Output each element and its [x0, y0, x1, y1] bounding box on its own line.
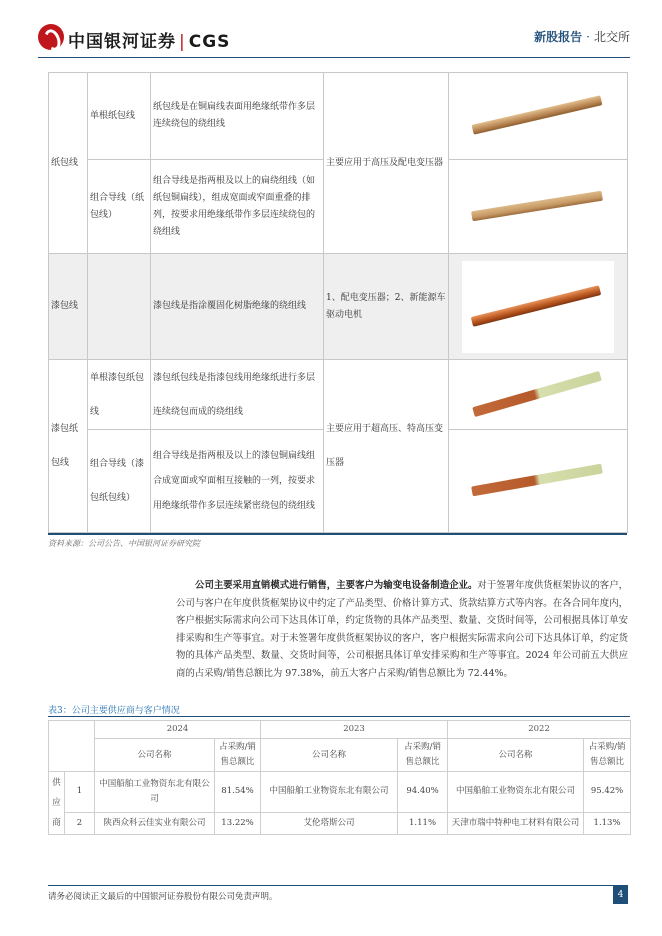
image-cell — [449, 160, 628, 254]
col-share: 占采购/销售总额比 — [398, 739, 448, 772]
copper-strip-graphic — [471, 285, 601, 327]
footer-rule — [48, 885, 628, 886]
description-cell: 组合导线是指两根及以上的漆包铜扁线组合成宽面或窄面相互接触的一列，按要求用绝缘纸带作多层连续紧密绕包的绕组线 — [151, 430, 324, 533]
corner-cell — [49, 721, 95, 772]
application-cell: 1、配电变压器；2、新能源车驱动电机 — [324, 254, 449, 360]
header-rule — [38, 57, 630, 58]
enameled-wire-image — [462, 261, 614, 353]
company-cell: 天津市瑞中特种电工材料有限公司 — [448, 812, 584, 834]
subtype-cell — [88, 254, 151, 360]
table-row — [49, 73, 628, 160]
image-cell — [449, 254, 628, 360]
company-cell: 中国船舶工业物资东北有限公司 — [95, 772, 215, 813]
header-dot: · — [586, 30, 590, 44]
share-cell: 81.54% — [215, 772, 261, 813]
exchange-name: 北交所 — [593, 30, 630, 44]
share-cell: 1.11% — [398, 812, 448, 834]
combined-enameled-conductor-image — [463, 449, 613, 513]
enameled-paper-wire-image — [463, 363, 613, 427]
footer-disclaimer: 请务必阅读正文最后的中国银河证券股份有限公司免责声明。 — [48, 892, 278, 902]
category-cell: 纸包线 — [49, 73, 88, 254]
col-share: 占采购/销售总额比 — [584, 739, 631, 772]
copper-strip-graphic — [472, 371, 602, 417]
year-header-row — [49, 721, 631, 739]
company-cell: 中国船舶工业物资东北有限公司 — [448, 772, 584, 813]
image-cell — [449, 360, 628, 430]
column-header-row — [49, 739, 631, 772]
image-cell — [449, 73, 628, 160]
application-cell: 主要应用于超高压、特高压变压器 — [324, 360, 449, 533]
share-cell: 94.40% — [398, 772, 448, 813]
category-cell: 漆包纸包线 — [49, 360, 88, 533]
logo-brand-abbr: CGS — [188, 32, 231, 52]
report-type: 新股报告 — [534, 30, 583, 44]
share-cell: 95.42% — [584, 772, 631, 813]
description-cell: 纸包线是在铜扁线表面用绝缘纸带作多层连续绕包的绕组线 — [151, 73, 324, 160]
col-company: 公司名称 — [448, 739, 584, 772]
combined-paper-conductor-image — [463, 175, 613, 239]
category-cell: 漆包线 — [49, 254, 88, 360]
cgs-logo-icon — [38, 24, 64, 50]
copper-strip-graphic — [471, 464, 603, 497]
share-cell: 1.13% — [584, 812, 631, 834]
copper-strip-graphic — [472, 95, 603, 134]
supplier-table — [48, 720, 631, 835]
subtype-cell: 组合导线（漆包纸包线） — [88, 430, 151, 533]
report-header-label — [534, 28, 630, 45]
rank-cell: 1 — [65, 772, 95, 813]
paragraph-lead: 公司主要采用直销模式进行销售，主要客户为输变电设备制造企业。 — [195, 580, 478, 591]
table-bottom-rule — [48, 533, 627, 535]
subtype-cell: 组合导线（纸包线） — [88, 160, 151, 254]
sales-model-paragraph — [176, 577, 628, 683]
company-cell: 艾伦塔斯公司 — [261, 812, 398, 834]
source-note: 资料来源：公司公告、中国银河证券研究院 — [48, 539, 200, 548]
company-cell: 陕西众科云佳实业有限公司 — [95, 812, 215, 834]
col-share: 占采购/销售总额比 — [215, 739, 261, 772]
copper-strip-graphic — [471, 190, 603, 221]
subtype-cell: 单根漆包纸包线 — [88, 360, 151, 430]
col-company: 公司名称 — [261, 739, 398, 772]
table-row — [49, 360, 628, 430]
group-label: 供应商 — [49, 772, 65, 835]
image-cell — [449, 430, 628, 533]
subtype-cell: 单根纸包线 — [88, 73, 151, 160]
logo-chinese-name: 中国银河证券 — [68, 32, 176, 52]
logo-separator: | — [179, 32, 186, 52]
table-row — [49, 772, 631, 813]
table-row — [49, 812, 631, 834]
description-cell: 漆包线是指涂覆固化树脂绝缘的绕组线 — [151, 254, 324, 360]
table-row — [49, 254, 628, 360]
year-2024: 2024 — [95, 721, 261, 739]
application-cell: 主要应用于高压及配电变压器 — [324, 73, 449, 254]
brand-logo-text — [68, 27, 230, 52]
paper-wrapped-wire-image — [463, 84, 613, 148]
page-number: 4 — [613, 886, 628, 904]
table-title: 表3：公司主要供应商与客户情况 — [48, 706, 180, 716]
share-cell: 13.22% — [215, 812, 261, 834]
year-2022: 2022 — [448, 721, 631, 739]
product-table — [48, 72, 628, 533]
description-cell: 漆包纸包线是指漆包线用绝缘纸进行多层连续绕包而成的绕组线 — [151, 360, 324, 430]
rank-cell: 2 — [65, 812, 95, 834]
table-title-rule — [48, 716, 630, 717]
description-cell: 组合导线是指两根及以上的扁绕组线（如纸包铜扁线），组成宽面或窄面重叠的排列，按要求用绝缘纸带作多层连续绕包的绕组线 — [151, 160, 324, 254]
col-company: 公司名称 — [95, 739, 215, 772]
paragraph-body: 对于签署年度供货框架协议的客户，公司与客户在年度供货框架协议中约定了产品类型、价格计算方式、货款结算方式等内容。在各合同年度内，客户根据实际需求向公司下达具体订单，约定货物的具体产品类型、数量、交货时间等，公司根据具体订单安排采购和生产等事宜。对于未签署年度供货框架协议的客户，客户根据实际需求向公司下达具体订单，约定货物的具体产品类型、数量、交货时间等，公司根据具体订单安排采购和生产等事宜。2024 年公司前五大供应商的占采购/销售总额比为 97.38%，前五大客户占采购/销售总额比为 72.44%。 — [176, 580, 628, 679]
company-cell: 中国船舶工业物资东北有限公司 — [261, 772, 398, 813]
year-2023: 2023 — [261, 721, 448, 739]
